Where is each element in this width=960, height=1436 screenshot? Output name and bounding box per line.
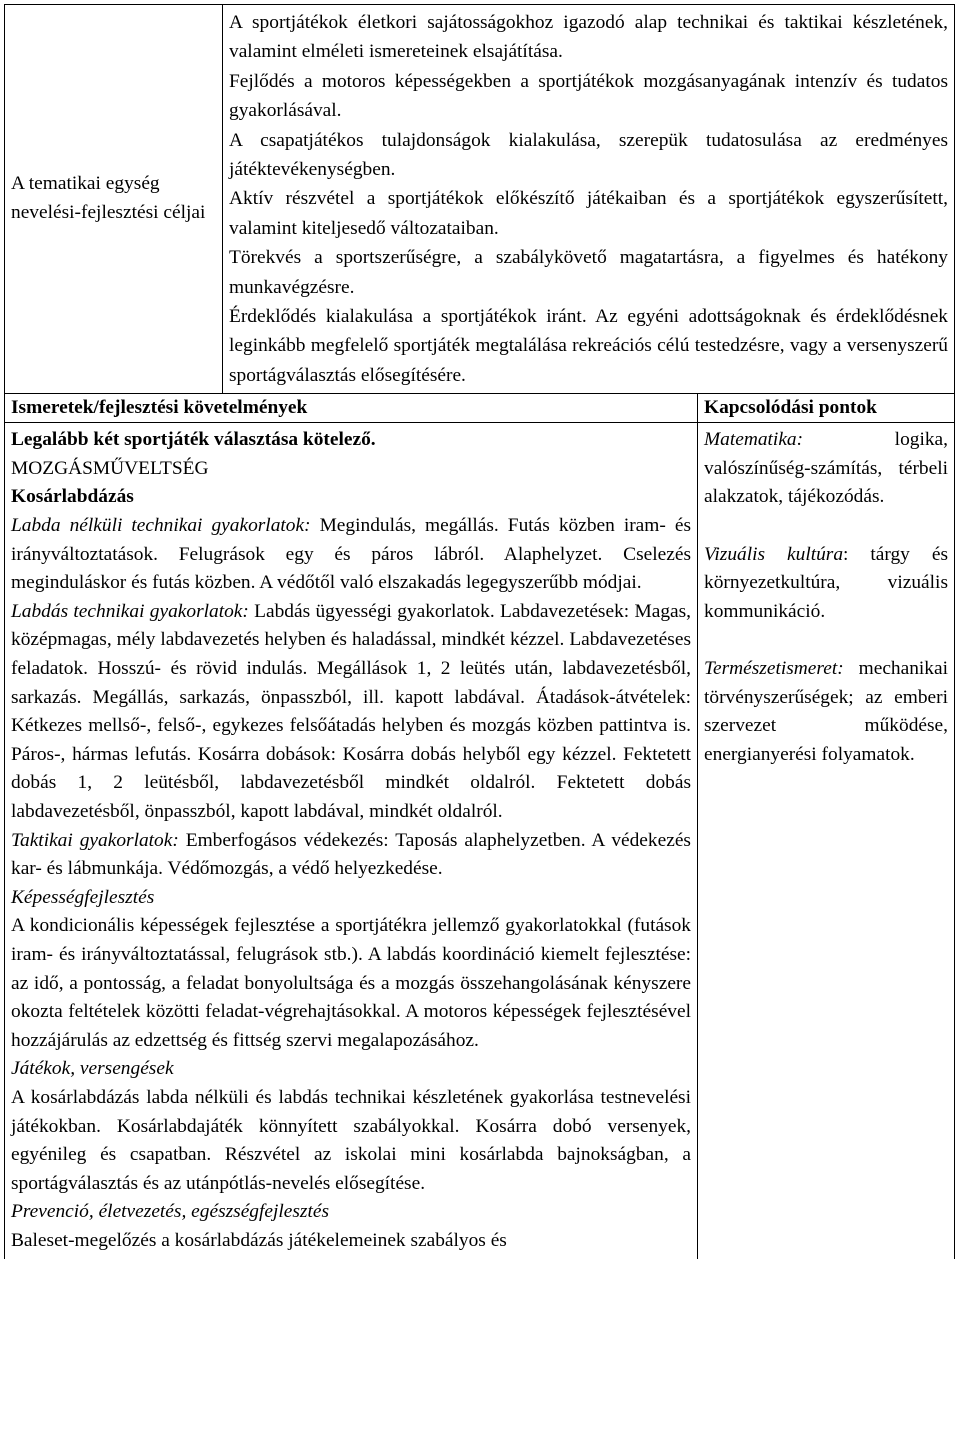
goals-content [223, 5, 955, 394]
connection-text: logika, valószínűség-számítás, térbeli alakzatok, tájékozódás. [704, 429, 948, 508]
goal-paragraph: Törekvés a sportszerűségre, a szabálykövető magatartásra, a figyelmes és hatékony munkavégzésre. [229, 247, 948, 298]
connection-text: : tárgy és környezetkultúra, vizuális kommunikáció. [704, 543, 948, 622]
goals-label: A tematikai egység nevelési-fejlesztési céljai [5, 5, 223, 394]
requirements-content [5, 423, 698, 1259]
paragraph-text: Labdás ügyességi gyakorlatok. Labdavezetések: Magas, középmagas, mély labdavezetés helyben és haladással, mindkét kézzel. Labdavezetéses feladatok. Hosszú- és rövid indulás. Megállások 1, 2 leütés után, labdavezetésből, sarkazás. Megállás, sarkazás, önpasszból, ill. kapott labdával. Átadások-átvételek: Kétkezes mellső-, felső-, egykezes felsőátadás helyben és mozgás közben pattintva is. Páros-, hármas lefutás. Kosárra dobások: Kosárra dobás helyből egy kézzel. Fektetett dobás 1, 2 leütésből, labdavezetésből mindkét oldalról. Fektetett dobás labdavezetésből, önpasszból, kapott labdával, mindkét oldalról. [11, 600, 692, 822]
goal-paragraph: A csapatjátékos tulajdonságok kialakulása, szerepük tudatosulása az eredményes játéktevékenységben. [229, 129, 948, 181]
section-heading: Prevenció, életvezetés, egészségfejlesztés [11, 1201, 330, 1223]
goal-paragraph: A sportjátékok életkori sajátosságokhoz igazodó alap technikai és taktikai készletének, valamint elméleti ismereteinek elsajátítása. [229, 12, 948, 63]
connections-header: Kapcsolódási pontok [698, 394, 955, 423]
sport-title: Kosárlabdázás [11, 486, 134, 508]
curriculum-document [4, 4, 954, 1259]
connection-text: mechanikai törvényszerűségek; az emberi szervezet működése, energianyerési folyamatok. [704, 658, 948, 765]
paragraph-text: Emberfogásos védekezés: Taposás alaphelyzetben. A védekezés kar- és lábmunkája. Védőmozgás, a védő helyezkedése. [11, 829, 691, 880]
header-row [5, 394, 955, 423]
paragraph-text: Megindulás, megállás. Futás közben iram- és irányváltoztatások. Felugrások egy és páros lábról. Alaphelyzet. Cselezés meginduláskor és futás közben. A védőtől való elszakadás legegyszerűbb módjai. [11, 515, 692, 594]
goal-paragraph: Aktív részvétel a sportjátékok előkészítő játékaiban és a sportjátékok egyszerűsített, valamint kiteljesedő változataiban. [229, 188, 948, 239]
requirement-paragraph: Baleset-megelőzés a kosárlabdázás játékelemeinek szabályos és [11, 1229, 507, 1251]
section-heading: Képességfejlesztés [11, 886, 155, 908]
subheading: Labdás technikai gyakorlatok: [11, 600, 249, 622]
connection-item [704, 541, 948, 627]
connection-subject: Vizuális kultúra [704, 543, 844, 565]
goal-paragraph: Fejlődés a motoros képességekben a sportjátékok mozgásanyagának intenzív és tudatos gyakorlásával. [229, 70, 948, 122]
goal-paragraph: Érdeklődés kialakulása a sportjátékok iránt. Az egyéni adottságoknak és érdeklődésnek leginkább megfelelő sportjáték megtalálása rekreációs célú testedzésre, vagy a versenyszerű sportágválasztás elősegítésére. [229, 306, 948, 386]
requirement-paragraph [11, 827, 691, 884]
connection-subject: Matematika: [704, 429, 804, 451]
connection-item [704, 426, 948, 512]
requirement-paragraph [11, 512, 691, 598]
domain-title: MOZGÁSMŰVELTSÉG [11, 457, 209, 479]
requirement-paragraph: A kondicionális képességek fejlesztése a sportjátékra jellemző gyakorlatokkal (futások iram- és irányváltoztatással, felugrások stb.). A labdás koordináció kiemelt fejlesztése: az idő, a pontosság, a feladat bonyolultsága és a mozgás összehangolásának kényszere okozta feltételek közötti feladat-végrehajtásokkal. A motoros képességek fejlesztésével hozzájárulás az edzettség és fittség szervi megalapozásához. [11, 915, 691, 1051]
mandatory-note: Legalább két sportjáték választása kötelező. [11, 429, 376, 451]
requirement-paragraph: A kosárlabdázás labda nélküli és labdás technikai készletének gyakorlása testnevelési játékokban. Kosárlabdajáték könnyített szabályokkal. Kosárra dobó versenyek, egyénileg és csapatban. Részvétel az iskolai mini kosárlabda bajnokságban, a sportágválasztás és az utánpótlás-nevelés elősegítése. [11, 1086, 691, 1194]
goals-row [5, 5, 955, 394]
content-row [5, 423, 955, 1259]
connection-item [704, 655, 948, 769]
curriculum-table [4, 4, 955, 1259]
requirements-header: Ismeretek/fejlesztési követelmények [5, 394, 698, 423]
subheading: Labda nélküli technikai gyakorlatok: [11, 515, 311, 537]
connection-subject: Természetismeret: [704, 658, 844, 680]
section-heading: Játékok, versengések [11, 1058, 174, 1080]
requirement-paragraph [11, 598, 691, 827]
subheading: Taktikai gyakorlatok: [11, 829, 179, 851]
connections-content [698, 423, 955, 1259]
